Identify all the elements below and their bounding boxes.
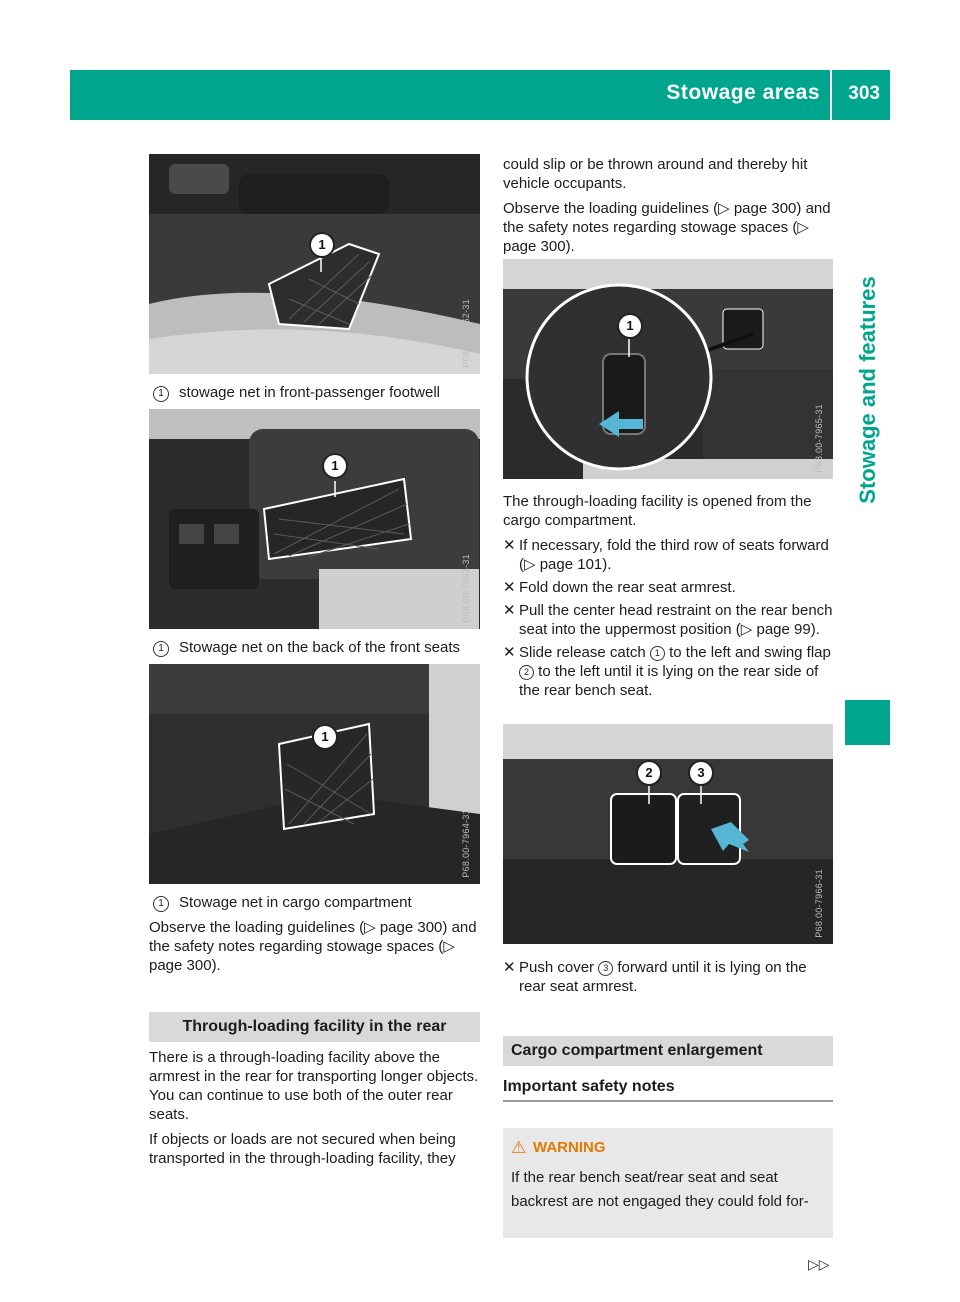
continued-marker: ▷▷ <box>808 1256 830 1272</box>
callout-marker: 1 <box>617 313 643 339</box>
instruction-step <box>503 536 833 574</box>
step-text: forward until it is lying on the rear seat armrest. <box>519 959 807 995</box>
figure-caption <box>153 383 440 402</box>
caption-text: Stowage net in cargo compartment <box>179 894 412 911</box>
caption-number: 1 <box>153 386 169 402</box>
section-heading-through-loading: Through-loading facility in the rear <box>149 1012 480 1042</box>
step-bullet-icon: ✕ <box>503 579 516 596</box>
side-tab-label: Stowage and features <box>854 276 880 504</box>
figure-cover-flap <box>503 724 833 944</box>
figure-seatback-net <box>149 409 480 629</box>
through-loading-steps <box>503 492 833 704</box>
loading-guidelines-note <box>149 918 479 981</box>
header-divider <box>830 70 832 120</box>
warning-title: WARNING <box>533 1139 606 1156</box>
callout-marker: 1 <box>309 232 335 258</box>
warning-triangle-icon: ⚠ <box>511 1138 527 1157</box>
side-tab <box>845 120 890 660</box>
step-text: Push cover <box>519 959 595 976</box>
caption-text: Stowage net on the back of the front seats <box>179 639 461 656</box>
callout-ref: 1 <box>650 646 665 661</box>
step-text: Fold down the rear seat armrest. <box>519 579 736 596</box>
caption-number: 1 <box>153 641 169 657</box>
figure-code: P68.00-7964-31 <box>461 809 471 878</box>
figure-caption <box>153 638 460 657</box>
callout-ref: 2 <box>519 665 534 680</box>
instruction-step <box>503 601 833 639</box>
step-text: to the left until it is lying on the rear side of the rear bench seat. <box>519 663 819 699</box>
paragraph: could slip or be thrown around and thereby hit vehicle occupants. <box>503 156 808 192</box>
paragraph: Observe the loading guidelines (▷ page 300) and the safety notes regarding stowage spaces (▷ page 300). <box>149 919 477 974</box>
section-heading-cargo-enlargement: Cargo compartment enlargement <box>503 1036 833 1066</box>
through-loading-text <box>149 1048 479 1174</box>
step-text: If necessary, fold the third row of seats forward (▷ page 101). <box>519 537 829 573</box>
figure-code: P68.00-7965-31 <box>814 404 824 473</box>
side-tab-marker <box>845 700 890 745</box>
warning-text: If the rear bench seat/rear seat and seat backrest are not engaged they could fold for- <box>511 1169 809 1210</box>
page-header <box>70 70 890 120</box>
paragraph: The through-loading facility is opened from the cargo compartment. <box>503 493 812 529</box>
paragraph: Observe the loading guidelines (▷ page 300) and the safety notes regarding stowage spaces (▷ page 300). <box>503 200 831 255</box>
callout-marker: 2 <box>636 760 662 786</box>
instruction-step <box>503 958 833 996</box>
step-bullet-icon: ✕ <box>503 644 516 661</box>
figure-release-catch <box>503 259 833 479</box>
caption-number: 1 <box>153 896 169 912</box>
figure-code: P68.00-7962-31 <box>461 299 471 368</box>
step-text: to the left and swing flap <box>669 644 831 661</box>
step-text: Slide release catch <box>519 644 646 661</box>
warning-box <box>503 1128 833 1238</box>
step-bullet-icon: ✕ <box>503 602 516 619</box>
page-number: 303 <box>848 83 880 104</box>
paragraph: There is a through-loading facility above the armrest in the rear for transporting longer objects. You can continue to use both of the outer rear seats. <box>149 1049 479 1123</box>
callout-marker: 1 <box>312 724 338 750</box>
paragraph: If objects or loads are not secured when being transported in the through-loading facility, they <box>149 1131 456 1167</box>
instruction-step <box>503 578 833 597</box>
step-bullet-icon: ✕ <box>503 537 516 554</box>
figure-code: P68.00-7966-31 <box>814 869 824 938</box>
callout-ref: 3 <box>598 961 613 976</box>
step-text: Pull the center head restraint on the rear bench seat into the uppermost position (▷ page 99). <box>519 602 833 638</box>
right-intro-text <box>503 155 833 262</box>
callout-marker: 1 <box>322 453 348 479</box>
cover-step <box>503 958 833 1000</box>
chapter-title: Stowage areas <box>666 81 820 104</box>
figure-footwell-net <box>149 154 480 374</box>
callout-marker: 3 <box>688 760 714 786</box>
step-bullet-icon: ✕ <box>503 959 516 976</box>
figure-caption <box>153 893 412 912</box>
caption-text: stowage net in front-passenger footwell <box>179 384 440 401</box>
instruction-step <box>503 643 833 700</box>
figure-cargo-net <box>149 664 480 884</box>
subheading-safety-notes: Important safety notes <box>503 1078 675 1095</box>
figure-code: P68.00-7963-31 <box>461 554 471 623</box>
divider <box>503 1100 833 1102</box>
